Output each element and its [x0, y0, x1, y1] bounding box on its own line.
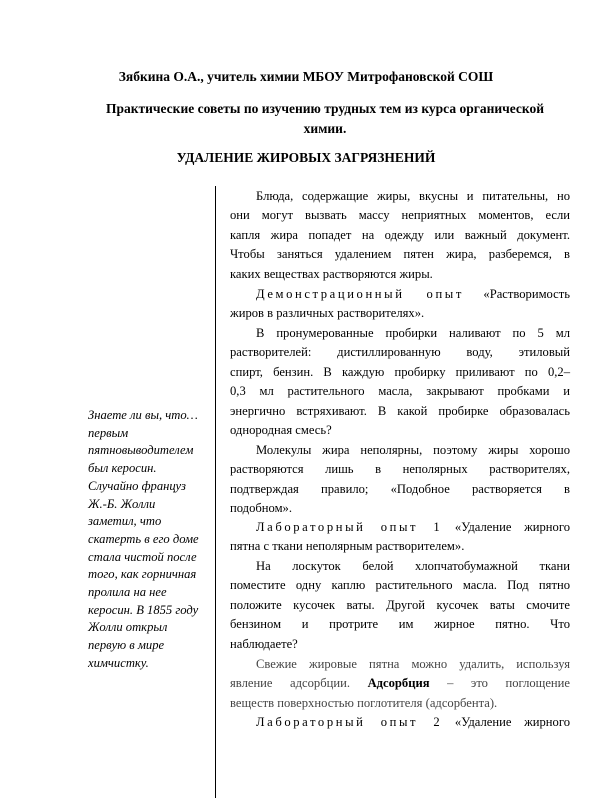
- lab1-procedure-paragraph: [230, 557, 570, 654]
- lab2-title-start: «Удаление жирного: [454, 715, 570, 729]
- explanation-paragraph: [230, 441, 570, 519]
- author-line: Зябкина О.А., учитель химии МБОУ Митрофановской СОШ: [118, 69, 494, 84]
- lab1-heading: [230, 518, 570, 557]
- sidebar-line: был керосин.: [88, 461, 157, 476]
- lab1-heading-line: [230, 518, 570, 537]
- adsorption-pre: явление адсорбции.: [230, 676, 351, 691]
- sidebar-line: первым: [88, 425, 129, 440]
- text-line: растворяются лишь в неполярных растворителях,: [230, 462, 570, 477]
- sidebar-line: Знаете ли вы, что…: [88, 408, 198, 422]
- text-line: Молекулы жира неполярны, поэтому жиры хорошо: [256, 443, 570, 457]
- text-line: поместите одну каплю растительного масла. Под пятно: [230, 578, 570, 593]
- lab1-label: Лабораторный опыт 1: [256, 520, 443, 534]
- subtitle: Практические советы по изучению трудных тем из курса органической химии.: [105, 101, 545, 136]
- sidebar-line: пятновыводителем: [88, 443, 194, 458]
- sidebar-line: стала чистой после: [88, 549, 197, 564]
- text-line: Блюда, содержащие жиры, вкусны и питательны, но: [256, 189, 570, 203]
- sidebar-line: пролила на нее: [88, 585, 167, 600]
- column-divider: [215, 186, 216, 798]
- text-line: веществ поверхностью поглотителя (адсорбента).: [230, 695, 498, 710]
- page-title: УДАЛЕНИЕ ЖИРОВЫХ ЗАГРЯЗНЕНИЙ: [176, 150, 436, 165]
- lab1-title-end: пятна с ткани неполярным растворителем».: [230, 539, 465, 554]
- demo-procedure-paragraph: [230, 324, 570, 440]
- text-line: На лоскуток белой хлопчатобумажной ткани: [256, 559, 570, 573]
- text-line: положите кусочек ваты. Другой кусочек ваты смочите: [230, 597, 570, 612]
- adsorption-paragraph: [230, 655, 570, 713]
- lab2-label: Лабораторный опыт 2: [256, 715, 443, 729]
- text-line: 0,3 мл растительного масла, закрывают пробками и: [230, 384, 570, 399]
- intro-paragraph: [230, 187, 570, 284]
- sidebar-line: Ж.-Б. Жолли: [88, 496, 156, 511]
- text-line: В пронумерованные пробирки наливают по 5 мл: [256, 326, 570, 340]
- text-line: растворителей: дистиллированную воду, этиловый: [230, 345, 570, 360]
- sidebar-did-you-know: [88, 407, 210, 673]
- sidebar-line: того, как горничная: [88, 567, 197, 582]
- demo-title-end: жиров в различных растворителях».: [230, 306, 425, 321]
- lab1-title-start: «Удаление жирного: [454, 520, 570, 534]
- text-line: Чтобы заняться удалением пятен жира, разберемся, в: [230, 247, 570, 262]
- sidebar-line: Жолли открыл: [88, 620, 168, 635]
- adsorption-definition-line: [230, 674, 570, 693]
- demo-label: Демонстрационный опыт: [256, 287, 464, 301]
- text-line: подобном».: [230, 501, 292, 516]
- demo-experiment-heading: [230, 285, 570, 324]
- sidebar-line: Случайно француз: [88, 478, 186, 493]
- text-line: однородная смесь?: [230, 422, 332, 437]
- adsorption-post: – это поглощение: [447, 676, 571, 691]
- text-line: каких веществах растворяются жиры.: [230, 266, 433, 281]
- lab2-heading: [230, 713, 570, 732]
- sidebar-line: химчистку.: [88, 655, 149, 670]
- text-line: наблюдаете?: [230, 636, 298, 651]
- text-line: они могут вызвать массу неприятных моментов, если: [230, 208, 570, 223]
- sidebar-line: заметил, что: [88, 514, 162, 529]
- sidebar-line: скатерть в его доме: [88, 531, 199, 546]
- text-line: бензином и протрите им жирное пятно. Что: [230, 617, 570, 632]
- text-line: подтверждая правило; «Подобное растворяется в: [230, 481, 570, 496]
- demo-heading-line: [230, 285, 570, 304]
- text-line: энергично встряхивают. В какой пробирке образовалась: [230, 403, 570, 418]
- demo-title-start: «Растворимость: [483, 287, 570, 301]
- text-line: спирт, бензин. В каждую пробирку приливают по 0,2–: [230, 364, 570, 379]
- sidebar-line: керосин. В 1855 году: [88, 602, 199, 617]
- text-line: капля жира попадет на одежду или важный документ.: [230, 227, 570, 242]
- adsorption-term: Адсорбция: [367, 676, 430, 691]
- lab2-heading-line: [230, 713, 570, 732]
- text-line: Свежие жировые пятна можно удалить, используя: [256, 657, 570, 671]
- sidebar-line: первую в мире: [88, 638, 165, 653]
